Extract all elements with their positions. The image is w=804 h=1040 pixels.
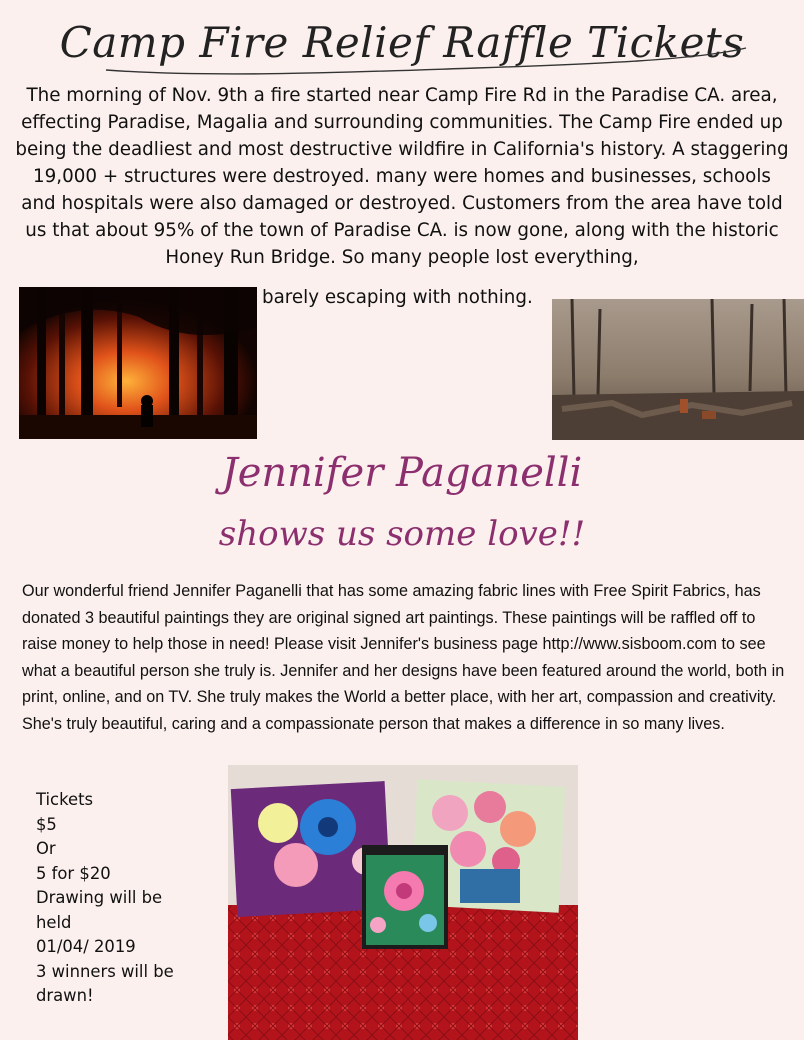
donation-story-paragraph: Our wonderful friend Jennifer Paganelli that has some amazing fabric lines with Free Spirit Fabrics, has donated 3 beautiful paintings they are original signed art paintings. These paintings will be raffled off to raise money to help those in need! Please visit Jennifer's business page http://www.sisboom.com to see what a beautiful person she truly is. Jennifer and her designs have been featured around the world, both in print, online, and on TV. She truly makes the World a better place, with her art, compassion and creativity. She's truly beautiful, caring and a compassionate person that makes a difference in so many lives.: [22, 582, 785, 733]
ticket-info-line: 3 winners will be: [36, 961, 174, 981]
title-flourish-decoration: [96, 42, 756, 82]
intro-paragraph: The morning of Nov. 9th a fire started near Camp Fire Rd in the Paradise CA. area, effecting Paradise, Magalia and surrounding communities. The Camp Fire ended up being the deadliest and most destructive wildfire in California's history. A staggering 19,000 + structures were destroyed. many were homes and businesses, schools and hospitals were also damaged or destroyed. Customers from the area have told us that about 95% of the town of Paradise CA. is now gone, along with the historic Honey Run Bridge. So many people lost everything,: [15, 85, 789, 268]
intro-paragraph-end: barely escaping with nothing.: [262, 287, 533, 308]
ticket-info-line: $5: [36, 814, 57, 834]
ticket-info-line: Drawing will be: [36, 888, 163, 907]
burned-town-photo: [552, 299, 804, 440]
ticket-info-line: 5 for $20: [36, 863, 111, 883]
paintings-photo: [228, 765, 578, 1040]
artist-subheading: shows us some love!!: [218, 514, 586, 554]
ticket-info-line: held: [36, 912, 72, 932]
artist-name-heading: Jennifer Paganelli: [221, 450, 583, 496]
wildfire-photo: [19, 287, 257, 439]
ticket-info-line: drawn!: [36, 986, 94, 1005]
page-title: Camp Fire Relief Raffle Tickets: [59, 18, 745, 67]
ticket-info-line: Or: [36, 839, 56, 858]
ticket-info-line: Tickets: [36, 790, 94, 809]
ticket-info-line: 01/04/ 2019: [36, 937, 136, 956]
ticket-info: [36, 788, 206, 1009]
